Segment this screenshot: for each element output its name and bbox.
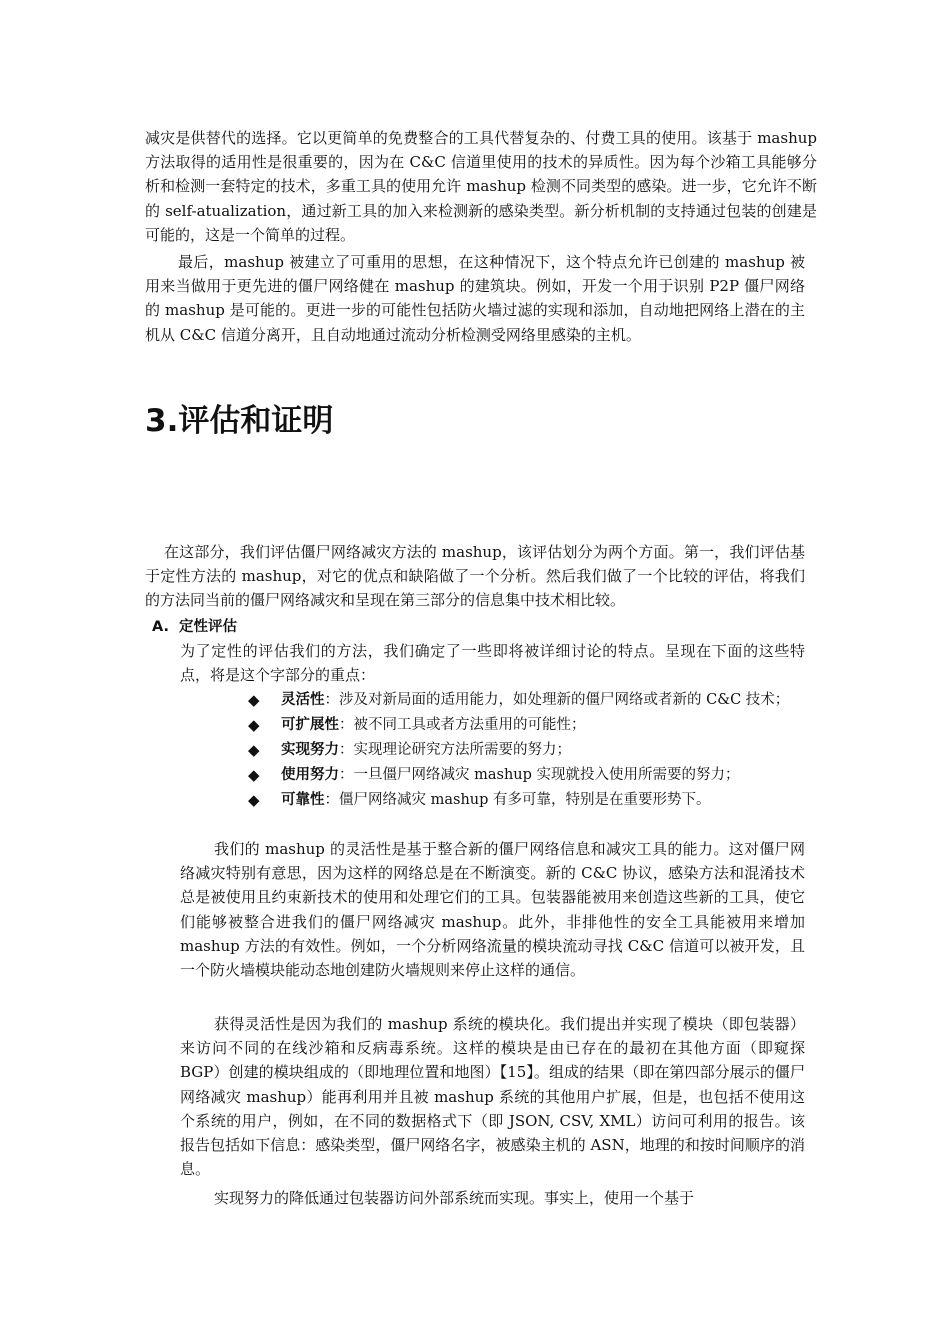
subsection-marker: A. bbox=[152, 619, 169, 635]
list-item-separator: ： bbox=[324, 692, 339, 708]
list-item-text: 实现理论研究方法所需要的努力； bbox=[353, 742, 571, 758]
paragraph-modularity: 获得灵活性是因为我们的 mashup 系统的模块化。我们提出并实现了模块（即包装器）来访问不同的在线沙箱和反病毒系统。这样的模块是由已存在的最初在其他方面（即窥探 BGP）创建的模块组成的（即地理位置和地图）【15】。组成的结果（即在第四部分展示的僵尸网络减灾 mashup）能再利用并且被 mashup 系统的其他用户扩展，但是，也包括不使用这个系统的用户，例如，在不同的数据格式下（即 JSON, CSV, XML）访问可利用的报告。该报告包括如下信息：感染类型，僵尸网络名字，被感染主机的 ASN，地理的和按时间顺序的消息。 bbox=[180, 1015, 805, 1179]
diamond-bullet-icon: ◆ bbox=[248, 766, 260, 784]
list-item bbox=[248, 713, 808, 738]
list-item-term: 实现努力 bbox=[281, 742, 339, 758]
list-item-text: 被不同工具或者方法重用的可能性； bbox=[353, 717, 586, 733]
list-item-term: 可靠性 bbox=[281, 792, 325, 808]
paragraph-evaluation-intro: 在这部分，我们评估僵尸网络减灾方法的 mashup，该评估划分为两个方面。第一，我们评估基于定性方法的 mashup，对它的优点和缺陷做了一个分析。然后我们做了一个比较的评估，将我们的方法同当前的僵尸网络减灾和呈现在第三部分的信息集中技术相比较。 bbox=[145, 543, 805, 610]
diamond-bullet-icon: ◆ bbox=[248, 716, 260, 734]
diamond-bullet-icon: ◆ bbox=[248, 741, 260, 759]
list-item-text: 一旦僵尸网络减灾 mashup 实现就投入使用所需要的努力； bbox=[353, 767, 740, 783]
list-item bbox=[248, 763, 808, 788]
subsection-title: 定性评估 bbox=[179, 619, 237, 635]
list-item-term: 灵活性 bbox=[281, 692, 325, 708]
paragraph-reusability: 最后，mashup 被建立了可重用的思想，在这种情况下，这个特点允许已创建的 mashup 被用来当做用于更先进的僵尸网络健在 mashup 的建筑块。例如，开发一个用于识别 P2P 僵尸网络的 mashup 是可能的。更进一步的可能性包括防火墙过滤的实现和添加，自动地把网络上潜在的主机从 C&C 信道分离开，且自动地通过流动分析检测受网络里感染的主机。 bbox=[145, 253, 805, 344]
diamond-bullet-icon: ◆ bbox=[248, 691, 260, 709]
list-item bbox=[248, 688, 808, 713]
feature-list bbox=[248, 688, 808, 813]
list-item-term: 可扩展性 bbox=[281, 717, 339, 733]
paragraph-intro-continuation: 减灾是供替代的选择。它以更简单的免费整合的工具代替复杂的、付费工具的使用。该基于 mashup 方法取得的适用性是很重要的，因为在 C&C 信道里使用的技术的异质性。因为每个沙箱工具能够分析和检测一套特定的技术，多重工具的使用允许 mashup 检测不同类型的感染。进一步，它允许不断的 self-atualization，通过新工具的加入来检测新的感染类型。新分析机制的支持通过包装的创建是可能的，这是一个简单的过程。 bbox=[145, 129, 817, 244]
paragraph-qualitative-intro: 为了定性的评估我们的方法，我们确定了一些即将被详细讨论的特点。呈现在下面的这些特点，将是这个字部分的重点： bbox=[180, 642, 805, 685]
list-item bbox=[248, 738, 808, 763]
diamond-bullet-icon: ◆ bbox=[248, 791, 260, 809]
list-item-separator: ： bbox=[339, 742, 354, 758]
list-item-term: 使用努力 bbox=[281, 767, 339, 783]
list-item-separator: ： bbox=[339, 717, 354, 733]
list-item-text: 涉及对新局面的适用能力，如处理新的僵尸网络或者新的 C&C 技术； bbox=[339, 692, 790, 708]
paragraph-flexibility: 我们的 mashup 的灵活性是基于整合新的僵尸网络信息和减灾工具的能力。这对僵尸网络减灾特别有意思，因为这样的网络总是在不断演变。新的 C&C 协议，感染方法和混淆技术总是被使用且约束新技术的使用和处理它们的工具。包装器能被用来创造这些新的工具，使它们能够被整合进我们的僵尸网络减灾 mashup。此外，非排他性的安全工具能被用来增加 mashup 方法的有效性。例如，一个分析网络流量的模块流动寻找 C&C 信道可以被开发，且一个防火墙模块能动态地创建防火墙规则来停止这样的通信。 bbox=[180, 840, 805, 980]
list-item-separator: ： bbox=[324, 792, 339, 808]
subsection-heading bbox=[152, 615, 237, 639]
list-item-separator: ： bbox=[339, 767, 354, 783]
paragraph-implementation-effort: 实现努力的降低通过包装器访问外部系统而实现。事实上，使用一个基于 bbox=[214, 1189, 695, 1207]
list-item-text: 僵尸网络减灾 mashup 有多可靠，特别是在重要形势下。 bbox=[339, 792, 711, 808]
section-heading: 3.评估和证明 bbox=[145, 403, 334, 439]
list-item bbox=[248, 788, 808, 813]
